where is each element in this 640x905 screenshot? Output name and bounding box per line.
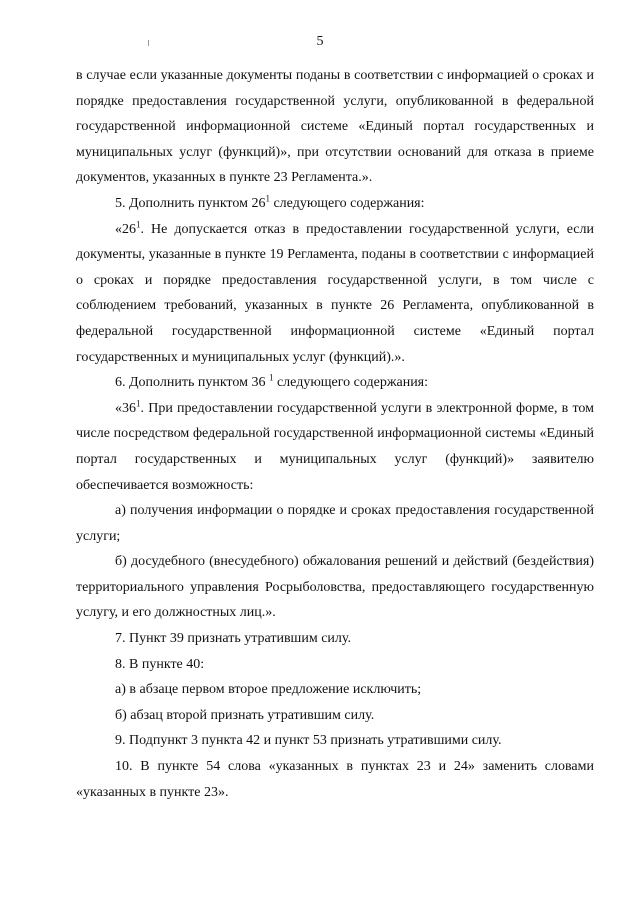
paragraph-item-8-b: б) абзац второй признать утратившим силу. bbox=[115, 707, 375, 723]
superscript: 1 bbox=[136, 218, 141, 229]
paragraph-item-6 bbox=[76, 370, 594, 396]
paragraph-subitem-b: б) досудебного (внесудебного) обжалования решений и действий (бездействия) территориального управления Росрыболовства, предоставляющего государственную услугу, и его должностных лиц.». bbox=[76, 554, 594, 621]
paragraph-text: . При предоставлении государственной услуги в электронной форме, в том числе посредством федеральной государственной информационной системы «Единый портал государственных и муниципальных услуг (функций)» заявителю обеспечивается возможность: bbox=[76, 400, 594, 493]
paragraph-item-5 bbox=[76, 191, 594, 217]
paragraph-item-9: 9. Подпункт 3 пункта 42 и пункт 53 признать утратившими силу. bbox=[115, 733, 502, 749]
paragraph-text: следующего содержания: bbox=[269, 195, 425, 211]
paragraph-item-8-a: а) в абзаце первом второе предложение исключить; bbox=[115, 682, 422, 698]
paragraph-text: следующего содержания: bbox=[273, 375, 429, 391]
scan-speck bbox=[148, 40, 149, 46]
page-number: 5 bbox=[316, 34, 324, 49]
superscript: 1 bbox=[136, 398, 141, 409]
paragraph-continuation: в случае если указанные документы поданы в соответствии с информацией о сроках и порядке предоставления государственной услуги, опубликованной в федеральной государственной информационной системе «Единый портал государственных и муниципальных услуг (функций)», при отсутствии оснований для отказа в приеме документов, указанных в пункте 23 Регламента.». bbox=[76, 68, 594, 186]
paragraph-text: 5. Дополнить пунктом 26 bbox=[115, 195, 266, 211]
paragraph-text: «36 bbox=[115, 400, 136, 416]
paragraph-text: . Не допускается отказ в предоставлении государственной услуги, если документы, указанные в пункте 19 Регламента, поданы в соответствии с информацией о сроках и порядке предоставления государственной услуги, в том числе с соблюдением требований, указанных в пункте 26 Регламента, опубликованной в федеральной государственной информационной системе «Единый портал государственных и муниципальных услуг (функций).». bbox=[76, 221, 594, 365]
superscript: 1 bbox=[268, 372, 274, 383]
paragraph-clause-26-1 bbox=[76, 217, 594, 371]
paragraph-item-7: 7. Пункт 39 признать утратившим силу. bbox=[115, 631, 351, 647]
paragraph-text: «26 bbox=[115, 221, 136, 237]
superscript: 1 bbox=[265, 193, 270, 204]
paragraph-item-10: 10. В пункте 54 слова «указанных в пунктах 23 и 24» заменить словами «указанных в пункте 23». bbox=[76, 759, 594, 800]
paragraph-clause-36-1 bbox=[76, 396, 594, 498]
paragraph-text: 6. Дополнить пунктом 36 bbox=[115, 375, 269, 391]
document-body bbox=[76, 63, 594, 805]
paragraph-subitem-a: а) получения информации о порядке и сроках предоставления государственной услуги; bbox=[76, 503, 594, 544]
paragraph-item-8: 8. В пункте 40: bbox=[115, 656, 205, 672]
